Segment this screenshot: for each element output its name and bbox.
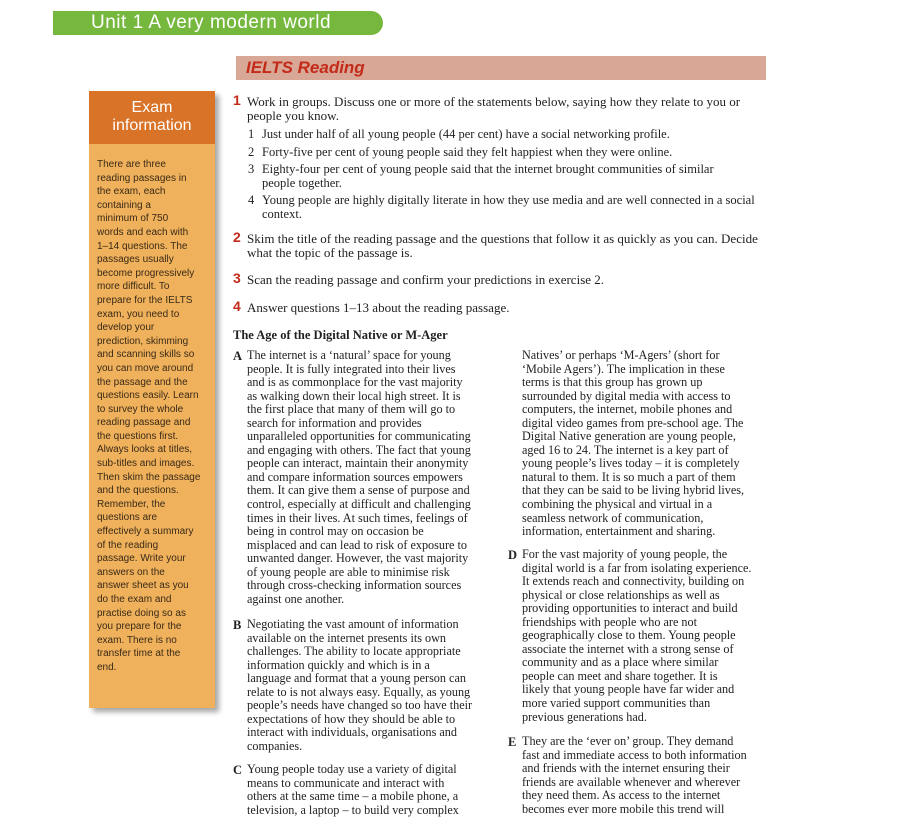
exam-info-line: prediction, skimming: [97, 335, 189, 347]
passage-line: language and format that a young person can: [247, 671, 466, 686]
passage-line: people. It is fully integrated into their lives: [247, 361, 456, 376]
passage-line: and friends with the internet ensuring their: [522, 761, 730, 776]
passage-line: They are the ‘ever on’ group. They demand: [522, 734, 734, 748]
passage-line: against one another.: [247, 591, 345, 606]
passage-line: people’s needs have changed so too have their: [247, 698, 473, 713]
exam-information-box: [89, 91, 215, 708]
exam-info-line: you prepare for the: [97, 621, 182, 633]
exam-info-line: the exam, each: [97, 186, 166, 198]
exam-info-line: and scanning skills so: [97, 349, 195, 361]
passage-line: associate the internet with a strong sense of: [522, 641, 734, 656]
passage-line: companies.: [247, 738, 303, 753]
exam-info-line: of the reading: [97, 539, 159, 551]
exam-info-line: and the questions.: [97, 485, 179, 497]
passage-line: friends are available whenever and wherever: [522, 774, 741, 789]
exam-info-line: the questions first.: [97, 430, 179, 442]
exam-box-body: [89, 144, 215, 675]
paragraph-letter-a: A: [233, 349, 243, 363]
passage-line: them. It can give them a sense of purpose and: [247, 483, 470, 498]
passage-line: digital video games from pre-school age. The: [522, 415, 744, 430]
passage-line: Natives’ or perhaps ‘M-Agers’ (short for: [522, 348, 720, 362]
passage-line: It extends reach and connectivity, building on: [522, 574, 745, 589]
exam-info-line: passage. Write your: [97, 553, 186, 565]
exercise-text: Scan the reading passage and confirm your predictions in exercise 2.: [247, 272, 605, 287]
statement-number: 3: [248, 162, 255, 176]
exam-info-line: become progressively: [97, 267, 195, 279]
exam-info-line: minimum of 750: [97, 213, 169, 225]
statement-number: 4: [248, 193, 255, 207]
passage-line: misplaced and can lead to risk of exposure to: [247, 537, 467, 552]
exam-info-line: 1–14 questions. The: [97, 240, 188, 252]
passage-line: For the vast majority of young people, the: [522, 547, 728, 561]
passage-line: and engaging with others. The fact that young: [247, 442, 471, 457]
passage-line: people can interact, maintain their anonymity: [247, 456, 469, 471]
statement-text: Young people are highly digitally literate in how they use media and are well connected in a social context.: [262, 193, 755, 221]
passage-line: interact with individuals, organisations and: [247, 725, 457, 740]
passage-line: others at the same time – a mobile phone, a: [247, 789, 459, 804]
passage-line: friendships with people who are not: [522, 614, 697, 629]
exam-info-line: answer sheet as you: [97, 580, 189, 592]
exercise-number: 2: [233, 229, 241, 245]
exercise-text: Answer questions 1–13 about the reading passage.: [247, 300, 510, 315]
exam-box-header: [89, 91, 215, 144]
passage-line: and compare information sources empowers: [247, 469, 463, 484]
exercise-text: Skim the title of the reading passage and the questions that follow it as quickly as you can. Decide what the topic of the passage is.: [247, 231, 758, 260]
passage-line: expectations of how they should be able to: [247, 711, 456, 726]
exam-info-line: There are three: [97, 159, 166, 170]
exam-info-line: Then skim the passage: [97, 471, 201, 483]
passage-line: available on the internet presents its own: [247, 630, 447, 645]
passage-line: information, entertainment and sharing.: [522, 524, 716, 539]
paragraph-letter-d: D: [508, 548, 518, 562]
statement-number: 1: [248, 127, 255, 141]
passage-line: young people’s lives today – it is completely: [522, 456, 740, 471]
passage-line: unparalleled opportunities for communicating: [247, 429, 471, 444]
paragraph-d: [522, 548, 751, 724]
exam-info-line: effectively a summary: [97, 526, 194, 538]
passage-line: that they can be said to be living hybrid lives,: [522, 483, 745, 498]
exam-info-line: words and each with: [97, 226, 189, 238]
exam-info-line: practise doing so as: [97, 607, 186, 619]
passage-line: previous generations had.: [522, 709, 647, 724]
exam-info-line: develop your: [97, 322, 155, 334]
exam-box-title-line1: Exam: [131, 99, 173, 116]
exam-info-line: questions easily. Learn: [97, 390, 199, 402]
passage-line: being in control may on occasion be: [247, 524, 424, 539]
statement-text: Eighty-four per cent of young people said that the internet brought communities of similar people together.: [262, 162, 714, 190]
passage-line: means to communicate and interact with: [247, 775, 445, 790]
exam-info-line: prepare for the IELTS: [97, 294, 193, 306]
passage-line: challenges. The ability to locate appropriate: [247, 644, 461, 659]
paragraph-letter-b: B: [233, 618, 242, 632]
passage-line: computers, the internet, mobile phones and: [522, 402, 733, 417]
exercise-text: Work in groups. Discuss one or more of the statements below, saying how they relate to you or people you know.: [247, 94, 741, 123]
passage-line: television, a laptop – to build very complex: [247, 802, 459, 817]
passage-line: Negotiating the vast amount of information: [247, 617, 459, 631]
unit-banner: Unit 1 A very modern world: [53, 11, 383, 35]
exercise-number: 1: [233, 92, 241, 108]
passage-line: more varied support communities than: [522, 696, 711, 711]
passage-line: of young people are able to minimise risk: [247, 564, 450, 579]
exam-info-line: to survey the whole: [97, 403, 184, 415]
passage-line: Digital Native generation are young people,: [522, 429, 736, 444]
passage-line: ‘Mobile Agers’). The implication in these: [522, 361, 725, 376]
exam-info-line: the passage and the: [97, 376, 188, 388]
passage-line: likely that young people have far wider and: [522, 682, 735, 697]
exam-info-line: reading passages in: [97, 172, 187, 184]
passage-line: physical or close relationships as well as: [522, 587, 720, 602]
passage-line: they need them. As access to the internet: [522, 788, 721, 803]
exam-info-line: more difficult. To: [97, 281, 170, 293]
passage-line: the first place that many of them will go to: [247, 402, 456, 417]
passage-line: control, especially at difficult and challenging: [247, 497, 471, 512]
statement-text: Just under half of all young people (44 per cent) have a social networking profile.: [262, 127, 670, 141]
passage-line: search for information and provides: [247, 415, 422, 430]
passage-line: and is as commonplace for the vast majority: [247, 375, 463, 390]
exam-info-line: reading passage and: [97, 417, 191, 429]
passage-line: through cross-checking information sources: [247, 578, 462, 593]
exam-info-line: questions are: [97, 512, 158, 524]
exam-box-title-line2: information: [112, 117, 192, 134]
passage-line: as walking down their local high street. It is: [247, 388, 461, 403]
exam-info-line: Remember, the: [97, 498, 166, 510]
paragraph-letter-c: C: [233, 763, 243, 777]
passage-line: The internet is a ‘natural’ space for young: [247, 348, 451, 362]
passage-line: geographically close to them. Young people: [522, 628, 736, 643]
paragraph-e: [522, 735, 747, 816]
passage-line: digital world is a far from isolating experience.: [522, 560, 752, 575]
exam-info-line: end.: [97, 661, 117, 673]
paragraph-letter-e: E: [508, 735, 517, 749]
paragraph-b: [247, 618, 472, 753]
passage-line: unwanted danger. However, the vast majority: [247, 551, 469, 566]
exam-info-line: exam. There is no: [97, 634, 177, 646]
passage-line: relate to is not always easy. Equally, as young: [247, 684, 471, 699]
passage-line: combining the physical and virtual in a: [522, 497, 713, 512]
passage-line: information quickly and which is in a: [247, 657, 430, 672]
passage-line: Young people today use a variety of digital: [247, 762, 457, 776]
passage-line: community and as a place where similar: [522, 655, 719, 670]
exam-info-line: containing a: [97, 199, 151, 211]
exam-info-line: exam, you need to: [97, 308, 180, 320]
passage-line: people can meet and share together. It is: [522, 668, 718, 683]
section-title-bar: [236, 56, 766, 80]
passage-line: becomes ever more mobile this trend will: [522, 801, 725, 816]
passage-line: terms is that this group has grown up: [522, 375, 703, 390]
exam-info-line: answers on the: [97, 566, 165, 578]
exam-info-line: transfer time at the: [97, 648, 181, 660]
paragraph-c-continued: [522, 349, 744, 539]
statement-text: Forty-five per cent of young people said they felt happiest when they were online.: [262, 145, 673, 159]
statement-number: 2: [248, 145, 255, 159]
exercise-number: 3: [233, 270, 241, 286]
passage-line: surrounded by digital media with access to: [522, 388, 731, 403]
exam-info-line: sub-titles and images.: [97, 458, 195, 470]
exam-info-line: Always looks at titles,: [97, 444, 193, 456]
section-title: IELTS Reading: [246, 58, 365, 77]
exam-info-line: passages usually: [97, 254, 174, 266]
passage-line: natural to them. It is so much a part of them: [522, 469, 736, 484]
passage-line: times in their lives. At such times, feelings of: [247, 510, 468, 525]
paragraph-a: [247, 349, 471, 606]
exercise-number: 4: [233, 298, 241, 314]
passage-line: seamless network of communication,: [522, 510, 704, 525]
passage-line: fast and immediate access to both information: [522, 747, 747, 762]
exam-info-line: you can move around: [97, 362, 194, 374]
paragraph-c: [247, 763, 459, 817]
passage-line: providing opportunities to interact and build: [522, 601, 738, 616]
exam-info-line: do the exam and: [97, 594, 172, 605]
passage-title: The Age of the Digital Native or M-Ager: [233, 328, 448, 342]
passage-line: aged 16 to 24. The internet is a key part of: [522, 442, 729, 457]
